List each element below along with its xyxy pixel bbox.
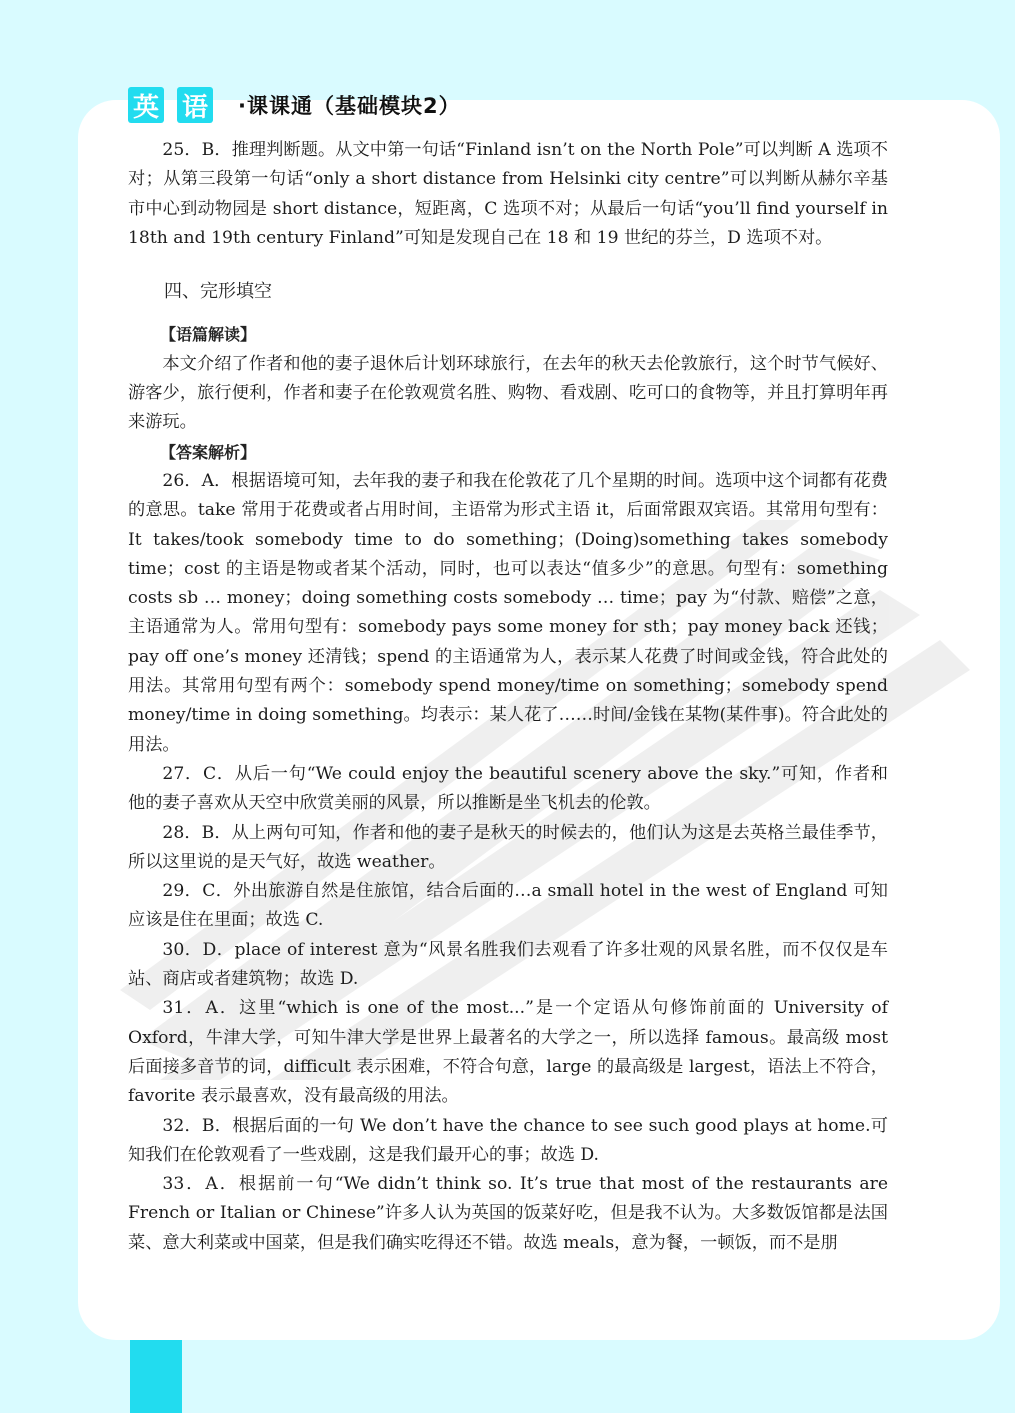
subject-badge-char: 英 xyxy=(128,87,164,123)
book-title: ·课课通（基础模块2） xyxy=(238,94,461,118)
answer-item-31: 31．A．这里“which is one of the most...”是一个定语从句修饰前面的 University of Oxford，牛津大学，可知牛津大学是世界上最著名的大学之一，所以选择 famous。最高级 most 后面接多音节的词，difficult 表示困难，不符合句意，large 的最高级是 largest，语法上不符合，favorite 表示最喜欢，没有最高级的用法。 xyxy=(128,998,888,1107)
page-number: 006 xyxy=(136,1312,176,1336)
answer-content xyxy=(128,136,888,1258)
subject-badge-char: 语 xyxy=(177,87,213,123)
section-heading-cloze: 四、完形填空 xyxy=(164,281,272,303)
answer-item-25: 25．B．推理判断题。从文中第一句话“Finland isn’t on the North Pole”可以判断 A 选项不对；从第三段第一句话“only a short distance from Helsinki city centre”可以判断从赫尔辛基市中心到动物园是 short distance，短距离，C 选项不对；从最后一句话“you’ll find yourself in 18th and 19th century Finland”可知是发现自己在 18 和 19 世纪的芬兰，D 选项不对。 xyxy=(128,140,888,248)
answer-item-27: 27．C．从后一句“We could enjoy the beautiful scenery above the sky.”可知，作者和他的妻子喜欢从天空中欣赏美丽的风景，所以推断是坐飞机去的伦敦。 xyxy=(128,763,888,814)
answer-item-29: 29．C．外出旅游自然是住旅馆，结合后面的…a small hotel in the west of England 可知应该是住在里面；故选 C. xyxy=(128,881,888,931)
answer-item-28: 28．B．从上两句可知，作者和他的妻子是秋天的时候去的，他们认为这是去英格兰最佳季节，所以这里说的是天气好，故选 weather。 xyxy=(128,822,888,872)
answer-analysis-heading: 【答案解析】 xyxy=(160,442,257,462)
passage-analysis-heading: 【语篇解读】 xyxy=(160,325,257,345)
answer-item-33: 33．A．根据前一句“We didn’t think so. It’s true that most of the restaurants are French or Italian or Chinese”许多人认为英国的饭菜好吃，但是我不认为。大多数饭馆都是法国菜、意大利菜或中国菜，但是我们确实吃得还不错。故选 meals，意为餐，一顿饭，而不是朋 xyxy=(128,1174,888,1253)
answer-item-26: 26．A．根据语境可知，去年我的妻子和我在伦敦花了几个星期的时间。选项中这个词都有花费的意思。take 常用于花费或者占用时间，主语常为形式主语 it，后面常跟双宾语。其常用句型有：It takes/took somebody time to do something；(Doing)something takes somebody time；cost 的主语是物或者某个活动，同时，也可以表达“值多少”的意思。句型有：something costs sb … money；doing something costs somebody … time；pay 为“付款、赔偿”之意，主语通常为人。常用句型有：somebody pays some money for sth；pay money back 还钱；pay off one’s money 还清钱；spend 的主语通常为人，表示某人花费了时间或金钱，符合此处的用法。其常用句型有两个：somebody spend money/time on something；somebody spend money/time in doing something。均表示：某人花了……时间/金钱在某物(某件事)。符合此处的用法。 xyxy=(128,470,888,755)
passage-analysis-text: 本文介绍了作者和他的妻子退休后计划环球旅行，在去年的秋天去伦敦旅行，这个时节气候好、游客少，旅行便利，作者和妻子在伦敦观赏名胜、购物、看戏剧、吃可口的食物等，并且打算明年再来游玩。 xyxy=(128,353,888,433)
page-header xyxy=(128,85,461,125)
answer-item-30: 30．D．place of interest 意为“风景名胜我们去观看了许多壮观的风景名胜，而不仅仅是车站、商店或者建筑物；故选 D. xyxy=(128,939,888,990)
answer-item-32: 32．B．根据后面的一句 We don’t have the chance to see such good plays at home.可知我们在伦敦观看了一些戏剧，这是我们最开心的事；故选 D. xyxy=(128,1115,888,1165)
